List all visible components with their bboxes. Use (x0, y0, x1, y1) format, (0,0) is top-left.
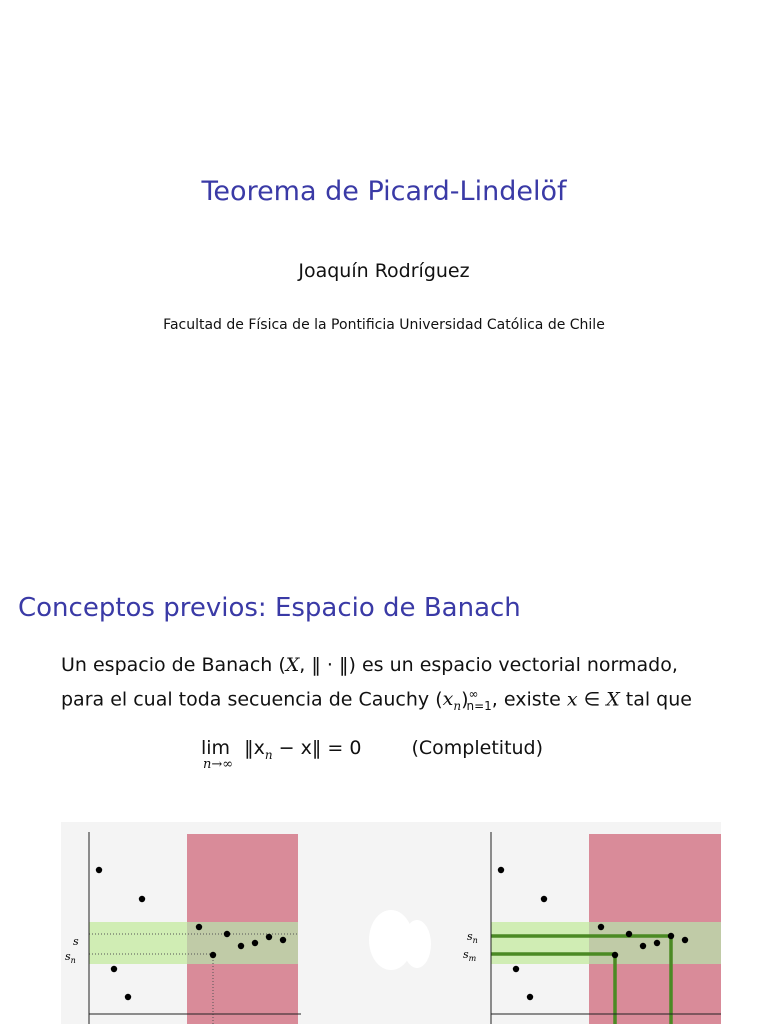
author-name: Joaquín Rodríguez (298, 260, 470, 282)
left-label-sn: $s_n$ (65, 950, 76, 965)
equation-tag: (Completitud) (411, 737, 544, 759)
definition-paragraph: Un espacio de Banach (X, ‖ · ‖) es un espacio vectorial normado, para el cual toda secuencia de Cauchy $(x_n)^\infty_{n=1}$, existe x ∈ X tal que (61, 654, 692, 714)
completeness-equation: lim n→∞ $‖x_n$ − x‖ = 0 (Completitud) (201, 737, 544, 772)
frame-title: Conceptos previos: Espacio de Banach (18, 593, 521, 623)
right-label-sm: $s_m$ (463, 948, 477, 963)
right-label-sn: $s_n$ (467, 930, 478, 945)
affiliation: Facultad de Física de la Pontificia Universidad Católica de Chile (163, 317, 605, 333)
cauchy-sequence-figure (61, 822, 721, 1024)
left-label-s: s (73, 935, 79, 948)
slide-title: Teorema de Picard-Lindelöf (201, 176, 567, 207)
